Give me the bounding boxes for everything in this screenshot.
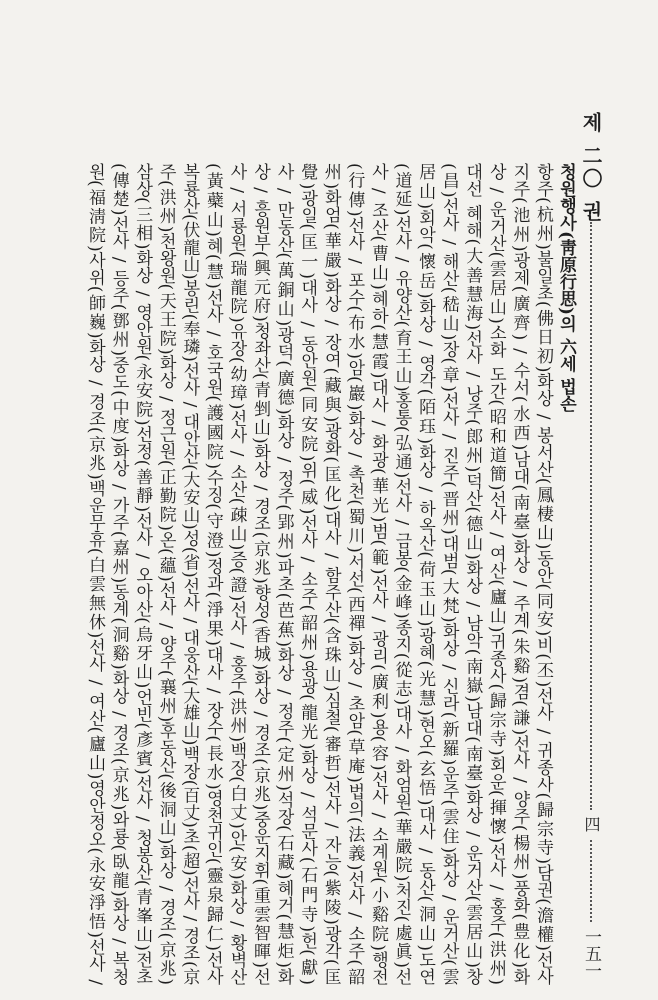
text-column: (昌)선사 / 해산(嵇山)장(章)선사 / 진주(晋州)대범(大梵)화상 / 신라(新羅)운주(雲住)화상 / 운거산(雲 <box>438 163 459 985</box>
text-column: (行傳)선사 / 포수(布水)암(巖)화상 / 촉천(蜀川)서선(西禪)화상 / 초암(草庵)법의(法義)선사 / 소주(韶 <box>344 163 365 985</box>
text-column: 주(洪州)천왕원(天王院)화상 / 정근원(正勤院)온(蘊)선사 / 양주(襄州)후동산(後洞山)화상 / 경조(京兆) <box>155 163 176 985</box>
text-column: 覺)광일(匡一)대사 / 동안원(同安院)위(威)선사 / 소주(韶州)용광(龍光)화상 / 석문사(石門寺)헌(獻) <box>297 163 318 985</box>
text-column: 사 / 조산(曹山)혜하(慧霞)대사 / 화광(華光)범(範)선사 / 광리(廣利)용(容)선사 / 소계원(小谿院)행전 <box>367 163 388 985</box>
text-column: 원(福淸院)사위(師巍)화상 / 경조(京兆)백운무휴(白雲無休)선사 / 여산(廬山)영안정오(永安淨悟)선사 / <box>85 163 105 985</box>
page-number: 一五一 <box>581 928 601 979</box>
text-column: 지주(池州)광제(廣齊) / 수서(水西)남대(南臺)화상 / 주계(朱谿)겸(謙)선사 / 양주(楊州)풍화(豊化)화 <box>509 163 530 985</box>
section-number: 四 <box>582 816 601 832</box>
text-column: 居山)회악(懷岳)화상 / 영각(陌珏)화상 / 하옥산(荷玉山)광혜(光慧)현오(玄悟)대사 / 동산(洞山)도연 <box>415 163 436 985</box>
text-column: 사 / 서룡원(瑞龍院)유장(幼璋)선사 / 소산(疎山)증(證)선사 / 홍주(洪州)백장(白丈)안(安)화상 / 황벽산 <box>226 163 247 985</box>
text-column: 삼상(三相)화상 / 영안원(永安院)선정(善靜)선사 / 오아산(烏牙山)언빈(彥賓)선사 / 청봉산(青峯山)전초 <box>132 163 153 985</box>
dotted-leader <box>590 222 592 810</box>
text-column: (道延)선사 / 유양산(育王山)홍통(弘通)선사 / 금봉(金峰)종지(從志)대사 / 화엄원(華嚴院)처진(處眞)선 <box>391 163 412 985</box>
section-title: 청원행사(靑原行思)의 六세 법손 <box>556 163 576 412</box>
text-column: (傳楚)선사 / 등주(鄧州)중도(中度)화상 / 가주(嘉州)동계(洞谿)화상 / 경조(京兆)와룡(臥龍)화상 / 복청 <box>108 163 129 985</box>
volume-label: 제 二〇 권 <box>579 112 603 224</box>
text-column: 항주(杭州)불일초(佛日初)화상 / 봉서산(鳳棲山)동안(同安)비(丕)선사 / 귀종사(歸宗寺)담권(澹權)선사 <box>532 163 553 985</box>
running-header <box>578 112 604 988</box>
dotted-leader <box>590 840 592 922</box>
text-column: 사 / 만동산(萬銅山)광덕(廣德)화상 / 정주(郢州)파초(芭蕉)화상 / 정주(定州)석장(石藏)혜거(慧炬)화 <box>273 163 294 985</box>
text-column: 상 / 흥원부(興元府)청좌산(青剉山)화상 / 경조(京兆)향성(香城)화상 / 경조(京兆)중운지휘(重雲智暉)선 <box>250 163 271 985</box>
text-column: 州)화엄(華嚴)화상 / 장여(藏與)광화(匡化)대사 / 함주산(含珠山)심철(審哲)선사 / 자능(紫陵)광각(匡 <box>320 163 341 985</box>
text-column: 대선 혜해(大善慧海)선사 / 낭주(郎州)덕산(德山)화상 / 남악(南嶽)남대(南臺)화상 / 운거산(雲居山)창 <box>462 163 483 985</box>
text-column: 상 / 운거산(雲居山)소화 도간(昭和道簡)선사 / 여산(廬山)귀종사(歸宗寺)회운(揮懷)선사 / 홍주(洪州) <box>485 163 506 985</box>
text-column: (黃蘗山)혜(慧)선사 / 호국원(護國院)수징(守澄)정과(淨果)대사 / 장수(長水)영천귀인(靈泉歸仁)선사 <box>202 163 223 985</box>
text-column: 복룡산(伏龍山)봉린(奉璘)선사 / 대안산(大安山)성(省)선사 / 대웅산(大雄山)백장(百丈)초(超)선사 / 경조(京 <box>179 163 200 985</box>
body-text <box>84 163 554 985</box>
